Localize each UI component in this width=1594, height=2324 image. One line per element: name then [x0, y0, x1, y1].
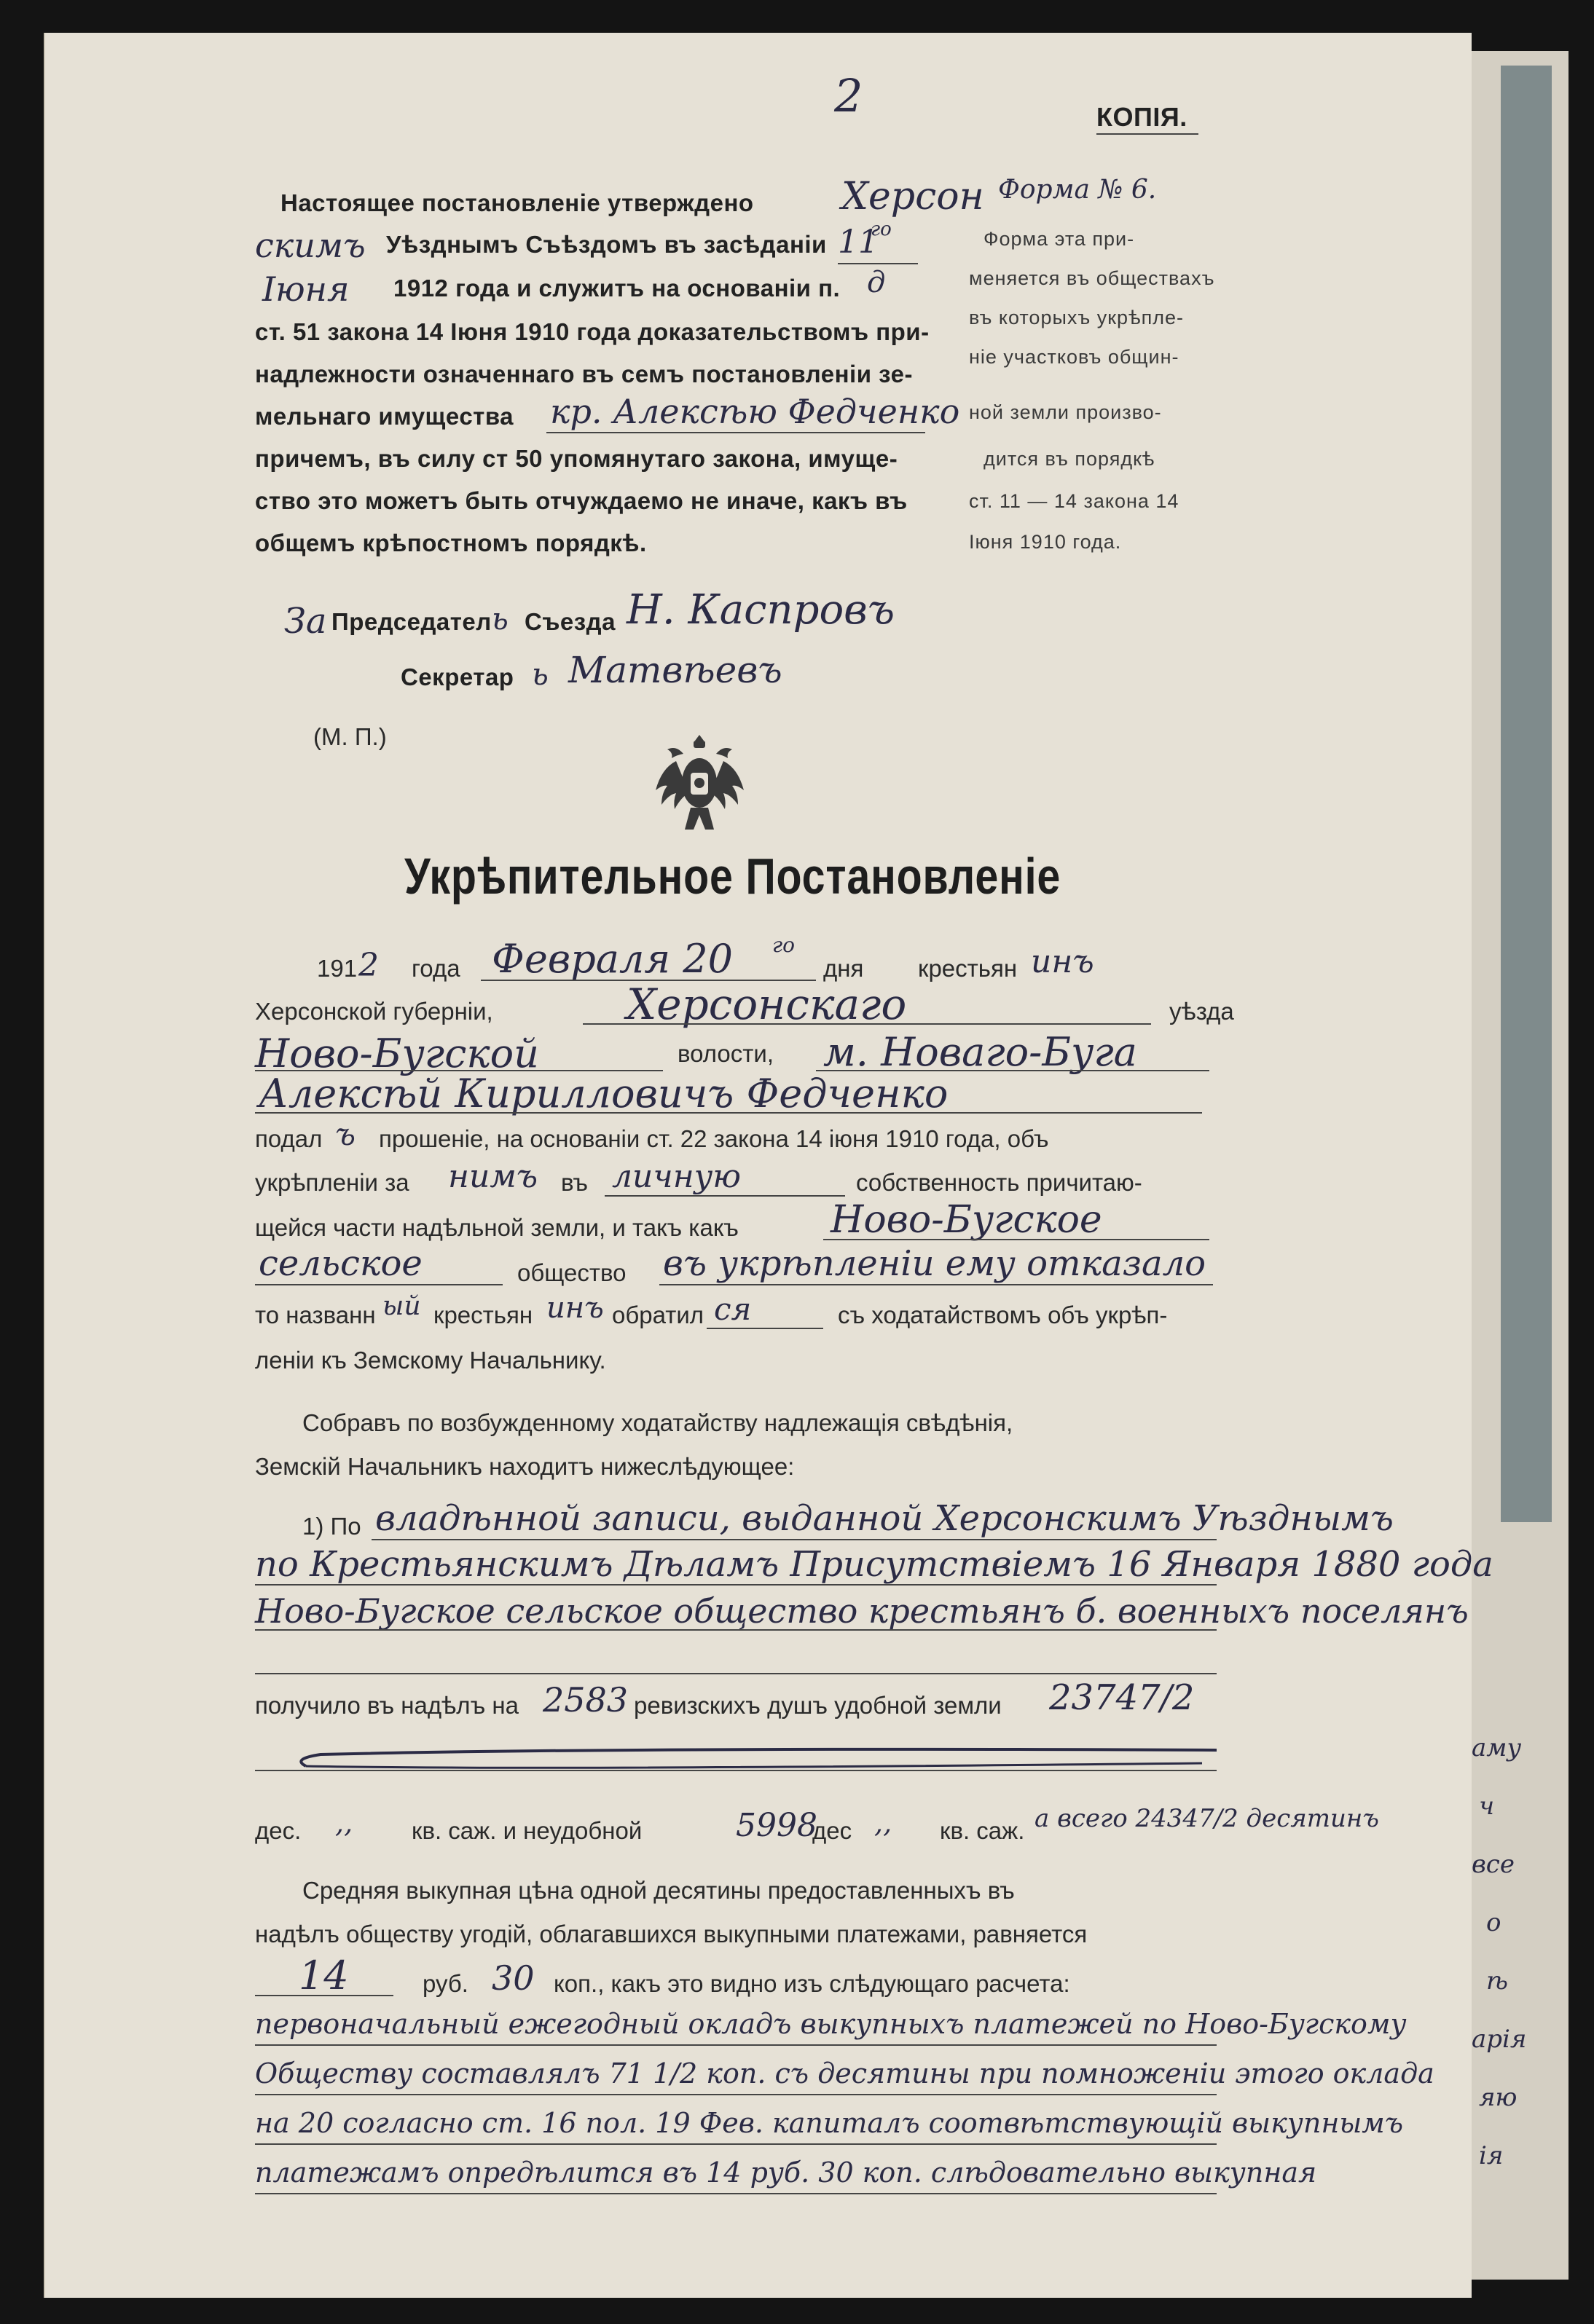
document-title: Укрѣпительное Постановленіе: [404, 848, 1061, 905]
seal-mark: (М. П.): [313, 723, 387, 750]
copy-underline: [1096, 133, 1198, 135]
double-headed-eagle-icon: [654, 732, 745, 834]
copy-label: КОПІЯ.: [1096, 102, 1187, 132]
back-sheet-folder: [1501, 66, 1552, 1522]
handwritten-flourish: [291, 1737, 1224, 1781]
chairman-signature: Н. Каспровъ: [627, 586, 895, 634]
peasant-name: Алексѣй Кирилловичъ Федченко: [259, 1071, 949, 1116]
secretary-signature: Матвѣевъ: [568, 649, 782, 691]
form-label: Форма № 6.: [998, 175, 1157, 205]
page-number: 2: [834, 69, 863, 122]
document-page: 2 КОПІЯ. Форма № 6. Форма эта при- меняется въ обществахъ въ которыхъ укрѣпле- ніе участковъ общин- ной земли произво- дится въ порядкѣ ст. 11 — 14 закона 14 Іюня 1910 года. Настоящее постановленіе утверждено Херсон скимъ Уѣзднымъ Съѣздомъ въ засѣданіи 11 го Іюня 1912 года и служитъ на основаніи п. д ст. 51 закона 14 Іюня 1910 года доказательствомъ при- надлежности означеннаго въ семъ постановленіи зе- мельнаго имущества кр. Алексѣю Федченко причемъ, въ силу ст 50 упомянутаго закона, имуще- ство это можетъ быть отчуждаемо не иначе, какъ въ общемъ крѣпостномъ порядкѣ. За Председател ь Съезда Н. Каспровъ Секретар ь Матвѣевъ (М. П.) Укрѣпительное Постановленіе 191 2 года Февраля 20 го дня крестьян инъ Херсонской губерніи, Херсонскаго уѣзда Ново-Бугской волости, м. Новаго-Буга Алексѣй Кирилловичъ Федченко подал ъ прошеніе, на основаніи ст. 22 закона 14 іюня 1910 года, объ укрѣпленіи за нимъ въ личную собственность причитаю- щейся части надѣльной земли, и такъ какъ Ново-Бугское сельское общество въ укрѣпленіи ему отказало то названн ый крестьян инъ обратил ся съ ходатайствомъ объ укрѣп- леніи къ Земскому Начальнику. Собравъ по возбужденному ходатайству надлежащія свѣдѣнія, Земскій Начальникъ находитъ нижеслѣдующее: 1) По владѣнной записи, выданной Херсонскимъ Уѣзднымъ по Крестьянскимъ Дѣламъ Присутствіемъ 16 Января 1880 года Ново-Бугское сельское общество крестьянъ б. военныхъ поселянъ получило въ надѣлъ на 2583 ревизскихъ душъ удобной земли 23747/2 дес. ,, кв. саж. и неудобной 5998 дес ,, кв. саж. а всего 24347/2 десятинъ Средняя выкупная цѣна одной десятины предоставленныхъ въ надѣлъ обществу угодій, облагавшихся выкупными платежами, равняется 14 руб. 30 коп., какъ это видно изъ слѣдующаго расчета: первоначальный ежегодный окладъ выкупныхъ платежей по Ново-Бугскому Обществу составлялъ 71 1/2 коп. съ десятины при помноженіи этого оклада на 20 согласно ст. 16 пол. 19 Фев. капиталъ соотвѣтствующій выкупнымъ платежамъ опредѣлится въ 14 руб. 30 коп. слѣдовательно выкупная: [44, 33, 1472, 2298]
